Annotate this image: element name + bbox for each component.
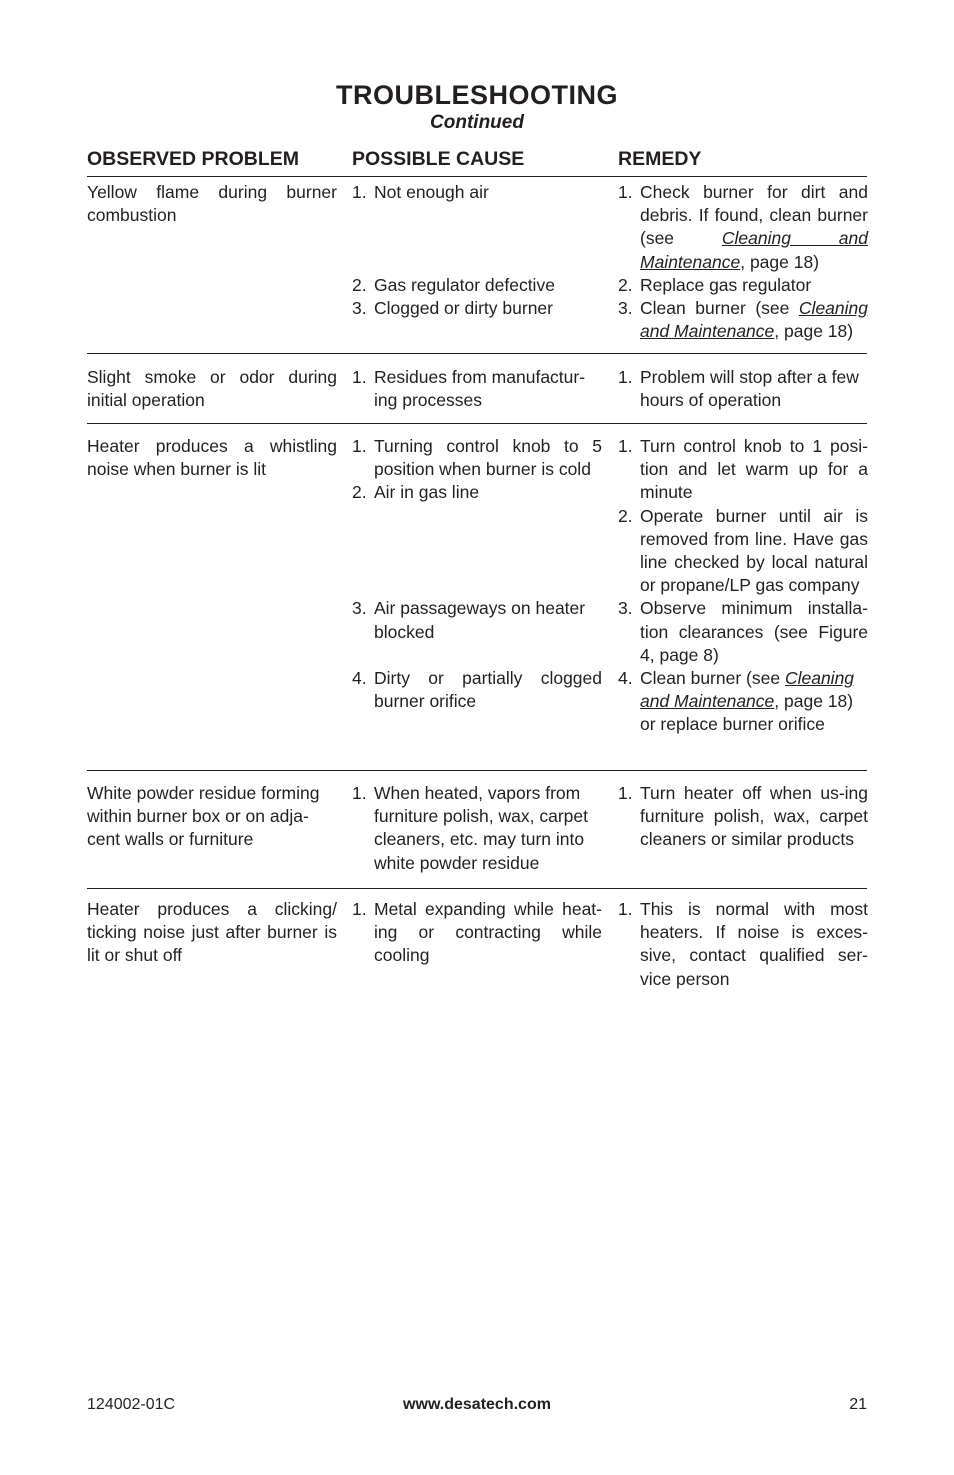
cause-item: 1. Metal expanding while heat-ing or contracting while cooling <box>352 899 602 966</box>
remedy-item: 2. Replace gas regulator <box>618 274 812 295</box>
cause-item: 4. Dirty or partially clogged burner orifice <box>352 668 602 712</box>
cause-item: 3. Clogged or dirty burner <box>352 298 553 318</box>
page-number: 21 <box>849 1396 867 1413</box>
row-remedy-list <box>618 366 868 412</box>
remedy-item: 4. Clean burner (see Cleaning and Maintenance, page 18) or replace burner orifice <box>618 668 855 735</box>
remedy-item: 1. Turn heater off when us-ing furniture polish, wax, carpet cleaners or similar products <box>618 783 868 850</box>
row-cause-list <box>352 782 602 875</box>
row-cause-list <box>352 435 602 713</box>
row-problem: Yellow flame during burner combustion <box>87 182 337 226</box>
cause-item: 3. Air passageways on heater blocked <box>352 598 586 642</box>
remedy-item: 1. Check burner for dirt and debris. If found, clean burner (see Cleaning and Maintenance, page 18) <box>618 182 869 272</box>
row-cause-list <box>352 898 602 968</box>
column-header-cause: POSSIBLE CAUSE <box>352 148 525 170</box>
row-problem: White powder residue forming within burner box or on adja-cent walls or furniture <box>87 783 320 850</box>
row-divider <box>87 353 867 354</box>
header-divider <box>87 176 867 177</box>
document-code: 124002-01C <box>87 1396 176 1413</box>
column-header-problem: OBSERVED PROBLEM <box>87 148 300 170</box>
cleaning-maintenance-link[interactable]: Cleaning and Maintenance <box>640 668 855 712</box>
cause-item: 1. Turning control knob to 5 position when burner is cold <box>352 436 602 480</box>
remedy-item: 3. Observe minimum installa-tion clearances (see Figure 4, page 8) <box>618 598 868 665</box>
cause-item: 2. Gas regulator defective <box>352 274 555 295</box>
column-header-remedy: REMEDY <box>618 148 702 170</box>
row-remedy-list <box>618 782 868 852</box>
row-problem: Slight smoke or odor during initial operation <box>87 367 337 411</box>
cause-item: 1. When heated, vapors from furniture polish, wax, carpet cleaners, etc. may turn into white powder residue <box>352 783 588 873</box>
cleaning-maintenance-link[interactable]: Cleaning and Maintenance <box>640 298 868 342</box>
row-cause-list <box>352 366 602 412</box>
row-divider <box>87 423 867 424</box>
row-divider <box>87 888 867 889</box>
cause-item: 1. Residues from manufactur-ing processes <box>352 367 586 411</box>
row-remedy-list <box>618 898 868 991</box>
row-cause-list <box>352 181 602 320</box>
remedy-item: 1. Turn control knob to 1 posi-tion and let warm up for a minute <box>618 436 868 503</box>
row-problem: Heater produces a whistling noise when burner is lit <box>87 436 337 480</box>
cause-item: 2. Air in gas line <box>352 482 480 503</box>
page-subtitle: Continued <box>430 112 524 133</box>
row-divider <box>87 770 867 771</box>
remedy-item: 2. Operate burner until air is removed from line. Have gas line checked by local natural or propane/LP gas company <box>618 505 868 596</box>
row-problem: Heater produces a clicking/ ticking noise just after burner is lit or shut off <box>87 899 337 966</box>
row-remedy-list <box>618 181 868 343</box>
remedy-item: 1. This is normal with most heaters. If noise is exces-sive, contact qualified ser-vice person <box>618 899 868 989</box>
remedy-item: 3. Clean burner (see Cleaning and Maintenance, page 18) <box>618 298 868 342</box>
page-title: TROUBLESHOOTING <box>336 80 618 110</box>
remedy-item: 1. Problem will stop after a few hours of operation <box>618 367 859 411</box>
row-remedy-list <box>618 435 868 737</box>
cleaning-maintenance-link[interactable]: Cleaning and Maintenance <box>640 228 869 272</box>
cause-item: 1. Not enough air <box>352 182 489 202</box>
website-link[interactable]: www.desatech.com <box>403 1396 551 1413</box>
